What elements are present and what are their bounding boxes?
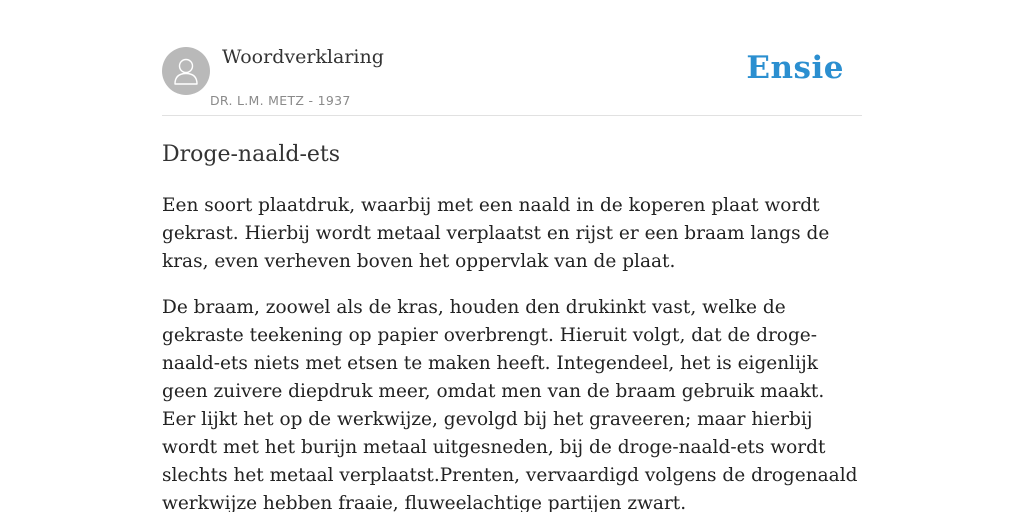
- article-header: [162, 0, 862, 116]
- entry-paragraph: De braam, zoowel als de kras, houden den drukinkt vast, welke de gekraste teekening op papier overbrengt. Hieruit volgt, dat de droge-naald-ets niets met etsen te maken heeft. Integendeel, het is eigenlijk geen zuivere diepdruk meer, omdat men van de braam gebruik maakt. Eer lijkt het op de werkwijze, gevolgd bij het graveeren; maar hierbij wordt met het burijn metaal uitgesneden, bij de droge-naald-ets wordt slechts het metaal verplaatst.Prenten, vervaardigd volgens de drogenaald werkwijze hebben fraaie, fluweelachtige partijen zwart.: [162, 297, 858, 512]
- user-icon: [172, 56, 200, 86]
- entry-body: [162, 192, 862, 512]
- entry-title: Droge-naald-ets: [162, 142, 341, 167]
- article-container: [162, 0, 862, 512]
- author-byline[interactable]: DR. L.M. METZ - 1937: [210, 93, 351, 108]
- entry-paragraph: Een soort plaatdruk, waarbij met een naald in de koperen plaat wordt gekrast. Hierbij wordt metaal verplaatst en rijst er een braam langs de kras, even verheven boven het oppervlak van de plaat.: [162, 195, 830, 272]
- author-avatar[interactable]: [162, 47, 210, 95]
- category-label[interactable]: Woordverklaring: [222, 46, 384, 68]
- brand-logo[interactable]: Ensie: [746, 50, 844, 86]
